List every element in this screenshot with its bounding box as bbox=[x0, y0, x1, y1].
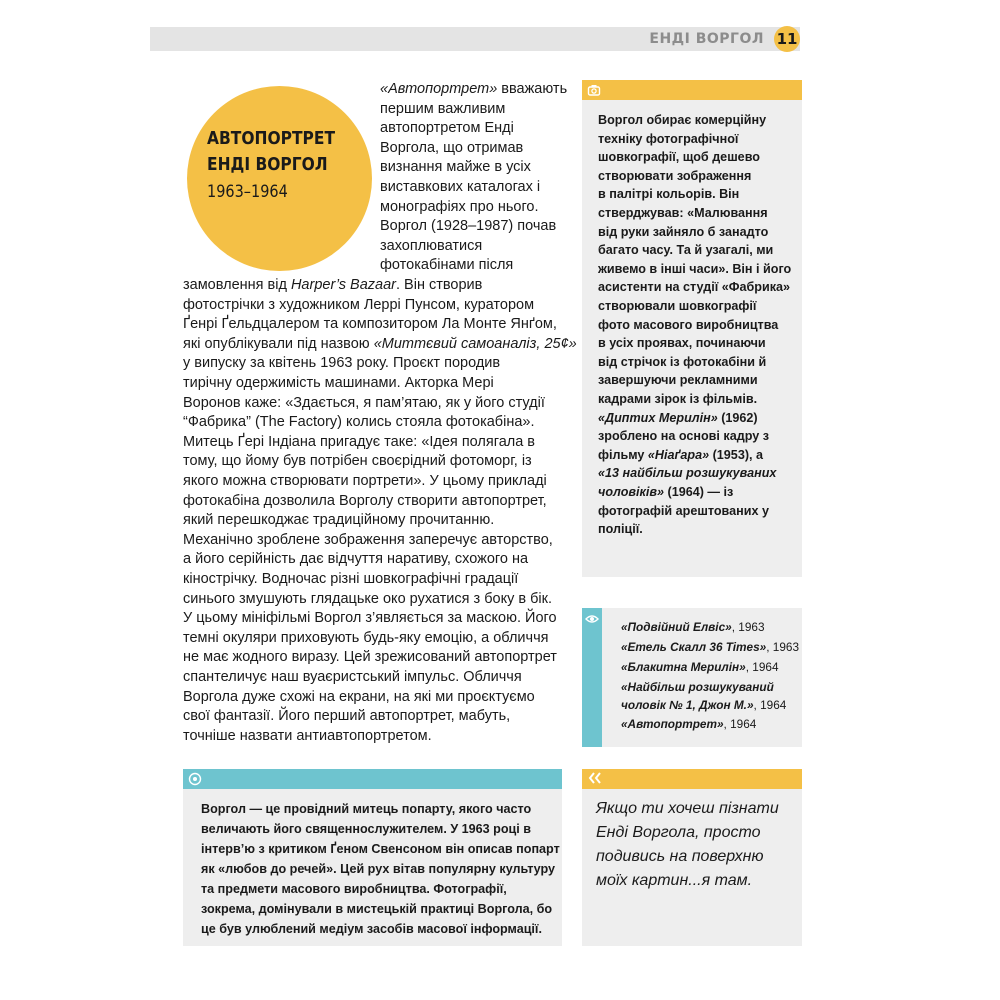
text-line: Воргола, що отримав bbox=[380, 139, 524, 156]
work-year: , 1964 bbox=[723, 717, 757, 731]
text-line: монографіях про нього. bbox=[380, 198, 539, 215]
text-line: фотокабінами після bbox=[380, 257, 514, 274]
text-line: від руки зайняло б занадто bbox=[598, 224, 769, 239]
text-span: «Ніаґара» bbox=[647, 447, 710, 462]
text-span: які опублікували під назвою bbox=[183, 335, 374, 352]
work-item bbox=[621, 638, 799, 657]
text-span: (1953), а bbox=[709, 447, 764, 462]
text-line: Воргол (1928–1987) почав bbox=[380, 218, 557, 235]
text-line bbox=[183, 335, 577, 355]
text-line: точніше назвати антиавтопортретом. bbox=[183, 727, 432, 744]
work-year: , 1963 bbox=[766, 640, 800, 654]
text-span: «13 найбільш розшукуваних bbox=[598, 466, 777, 481]
text-line: свої фантазії. Його перший автопортрет, мабуть, bbox=[183, 708, 511, 725]
camera-icon bbox=[587, 83, 601, 97]
quote-line: Енді Воргола, просто bbox=[596, 824, 761, 841]
quote-box bbox=[582, 769, 802, 946]
text-span: (1964) — із bbox=[664, 485, 734, 499]
text-span: (1962) bbox=[717, 410, 758, 425]
work-title: «Автопортрет» bbox=[621, 717, 724, 731]
work-item bbox=[621, 658, 779, 677]
text-span: «Диптих Мерилін» bbox=[598, 410, 718, 425]
text-line: створювали шовкографії bbox=[598, 299, 757, 313]
bio-box bbox=[183, 769, 562, 946]
work-year: , 1964 bbox=[745, 660, 779, 674]
text-line: Воргол — це провідний митець попарту, якого часто bbox=[201, 802, 532, 816]
text-line: як «любов до речей». Цей рух вітав популярну культуру bbox=[201, 862, 556, 876]
text-span: . Він створив bbox=[396, 277, 483, 293]
quote-line: моїх картин...я там. bbox=[596, 872, 753, 889]
text-line: це був улюблений медіум засобів масової інформації. bbox=[201, 922, 542, 936]
text-line: від стрічок із фотокабіни й bbox=[598, 354, 767, 369]
work-title: «Найбільш розшукуваний bbox=[621, 680, 774, 694]
works-box bbox=[582, 608, 802, 747]
text-line: автопортретом Енді bbox=[380, 120, 514, 137]
text-line: тирічну одержимість машинами. Акторка Мері bbox=[183, 375, 494, 391]
text-line: визнання майже в усіх bbox=[380, 159, 531, 176]
quote-box-band bbox=[582, 769, 802, 789]
text-line: величають його священнослужителем. У 1963 році в bbox=[201, 822, 532, 836]
text-line: Митець Ґері Індіана пригадує таке: «Ідея полягала в bbox=[183, 433, 536, 450]
work-year: , 1963 bbox=[731, 620, 765, 634]
text-line: темні окуляри приховують будь-яку емоцію, а обличчя bbox=[183, 629, 549, 646]
works-box-band bbox=[582, 608, 602, 747]
text-line: Воронов каже: «Здається, я пам’ятаю, як у його студії bbox=[183, 394, 545, 411]
text-line: Механічно зроблене зображення заперечує авторство, bbox=[183, 531, 553, 548]
target-icon bbox=[188, 772, 202, 786]
page-number-badge: 11 bbox=[774, 26, 800, 52]
text-line: Воргол обирає комерційну bbox=[598, 113, 767, 127]
text-line bbox=[598, 483, 733, 502]
technique-box bbox=[582, 80, 802, 577]
text-line: шовкографії, щоб дешево bbox=[598, 150, 760, 165]
artwork-title-line: АВТОПОРТРЕТ bbox=[207, 128, 336, 149]
work-title: «Блакитна Мерилін» bbox=[621, 660, 746, 674]
text-line: не має жодного виразу. Цей зрежисований автопортрет bbox=[183, 649, 557, 666]
text-span: «Миттєвий самоаналіз, 25¢» bbox=[373, 335, 577, 352]
text-line: Ґенрі Ґельдцалером та композитором Ла Монте Янґом, bbox=[183, 316, 557, 333]
quote-icon bbox=[587, 770, 601, 784]
text-line: техніку фотографічної bbox=[598, 131, 739, 146]
eye-icon bbox=[585, 612, 599, 626]
quote-line: Якщо ти хочеш пізнати bbox=[596, 800, 779, 817]
artwork-years: 1963–1964 bbox=[207, 182, 288, 202]
artwork-title-line: ЕНДІ ВОРГОЛ bbox=[207, 154, 328, 175]
work-title: «Етель Скалл 36 Times» bbox=[621, 640, 767, 654]
text-span: замовлення від bbox=[183, 277, 291, 293]
text-line: поліції. bbox=[598, 522, 643, 537]
text-line: синього змушують глядацьке око рухатися з боку в бік. bbox=[183, 590, 552, 607]
work-title: «Подвійний Елвіс» bbox=[621, 620, 732, 634]
work-item bbox=[621, 618, 765, 637]
text-line: в палітрі кольорів. Він bbox=[598, 187, 740, 202]
text-line: кінострічку. Водночас різні шовкографічні градації bbox=[183, 571, 519, 587]
text-span: «Автопортрет» bbox=[380, 81, 498, 97]
text-line: асистенти на студії «Фабрика» bbox=[598, 280, 791, 295]
technique-box-band bbox=[582, 80, 802, 100]
text-line: стверджував: «Малювання bbox=[598, 206, 768, 220]
text-line: а його серійність дає відчуття наративу, схожого на bbox=[183, 551, 529, 568]
text-line: створювати зображення bbox=[598, 168, 752, 183]
text-line: живемо в інші часи». Він і його bbox=[598, 261, 792, 276]
work-item bbox=[621, 678, 774, 697]
work-item bbox=[621, 715, 756, 734]
text-line: інтерв’ю з критиком Ґеном Свенсоном він описав попарт bbox=[201, 842, 560, 856]
bio-box-band bbox=[183, 769, 562, 789]
text-line bbox=[598, 446, 763, 465]
work-item bbox=[621, 696, 786, 715]
text-line: зроблено на основі кадру з bbox=[598, 429, 770, 444]
text-line: зокрема, домінували в мистецькій практиці Воргола, бо bbox=[201, 902, 553, 916]
text-line: кадрами зірок із фільмів. bbox=[598, 392, 758, 406]
text-line: якого можна створювати портрети». У цьому прикладі bbox=[183, 473, 547, 489]
text-line: “Фабрика” (The Factory) колись стояла фотокабіна». bbox=[183, 414, 535, 431]
text-line bbox=[183, 276, 482, 296]
text-line: завершуючи рекламними bbox=[598, 373, 758, 388]
artwork-title bbox=[207, 126, 335, 178]
text-span: Harper’s Bazaar bbox=[290, 277, 396, 293]
text-line: багато часу. Та й узагалі, ми bbox=[598, 243, 774, 258]
text-line: виставкових каталогах і bbox=[380, 179, 541, 195]
quote-line: подивись на поверхню bbox=[596, 848, 764, 865]
text-line: фото масового виробництва bbox=[598, 317, 779, 332]
text-span: вважають bbox=[497, 81, 568, 97]
text-line bbox=[380, 80, 567, 100]
text-line: який перешкоджає традиційному прочитанню. bbox=[183, 512, 495, 529]
text-line: Воргола дуже схожі на екрани, на які ми проєктуємо bbox=[183, 688, 535, 705]
text-line: та предмети масового виробництва. Фотографії, bbox=[201, 882, 507, 896]
text-line: тому, що йому був потрібен своєрідний фотоморг, із bbox=[183, 453, 532, 470]
text-line: фотографій арештованих у bbox=[598, 503, 769, 518]
running-header bbox=[150, 27, 800, 51]
header-title: ЕНДІ ВОРГОЛ bbox=[649, 31, 764, 47]
text-line: фотострічки з художником Леррі Пунсом, куратором bbox=[183, 296, 535, 313]
text-line bbox=[598, 464, 776, 483]
work-title: чоловік № 1, Джон М.» bbox=[621, 698, 754, 712]
text-line bbox=[598, 409, 758, 428]
title-circle bbox=[187, 86, 372, 271]
text-line: захоплюватися bbox=[380, 237, 483, 254]
text-line: спантеличує наш вуаєристський імпульс. Обличчя bbox=[183, 669, 522, 685]
text-line: в усіх проявах, починаючи bbox=[598, 336, 766, 351]
text-span: чоловіків» bbox=[598, 485, 664, 499]
text-line: фотокабіна дозволила Ворголу створити автопортрет, bbox=[183, 492, 547, 509]
text-span: фільму bbox=[598, 447, 648, 462]
text-line: першим важливим bbox=[380, 100, 506, 117]
text-line: У цьому мініфільмі Воргол з’являється за маскою. Його bbox=[183, 610, 557, 627]
work-year: , 1964 bbox=[753, 698, 787, 712]
text-line: у випуску за квітень 1963 року. Проєкт породив bbox=[183, 355, 501, 372]
